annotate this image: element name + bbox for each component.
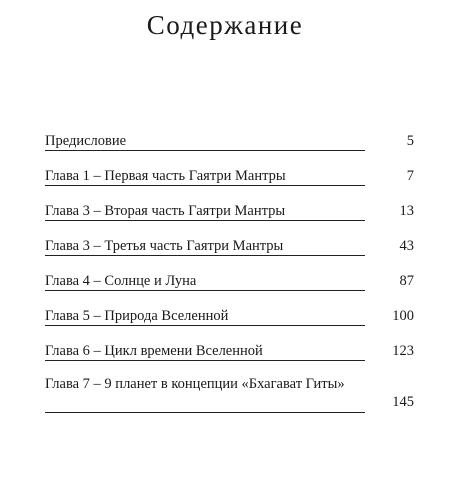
- toc-entry-page-number: 13: [399, 203, 414, 219]
- toc-entry-label: Глава 7 – 9 планет в концепции «Бхагават Гиты»: [45, 376, 345, 392]
- toc-entry-label: Предисловие: [45, 133, 127, 149]
- toc-entry-rule: [45, 150, 365, 151]
- toc-entry-label: Глава 1 – Первая часть Гаятри Мантры: [45, 168, 286, 184]
- toc-entry-rule: [45, 290, 365, 291]
- toc-entry-label: Глава 3 – Третья часть Гаятри Мантры: [45, 238, 284, 254]
- toc-entry-page-number: 100: [392, 308, 414, 324]
- toc-entry-rule: [45, 185, 365, 186]
- toc-entry-rule: [45, 325, 365, 326]
- toc-entry-rule: [45, 360, 365, 361]
- toc-entry-label: Глава 5 – Природа Вселенной: [45, 308, 229, 324]
- toc-entry-page-number: 123: [392, 343, 414, 359]
- toc-entry-page-number: 145: [392, 394, 414, 410]
- toc-entry-label: Глава 6 – Цикл времени Вселенной: [45, 343, 263, 359]
- toc-entry-page-number: 5: [406, 133, 414, 149]
- toc-entry-rule: [45, 220, 365, 221]
- toc-entry-page-number: 7: [406, 168, 414, 184]
- toc-entry-rule: [45, 255, 365, 256]
- toc-entry-page-number: 87: [399, 273, 414, 289]
- toc-entry-rule: [45, 412, 365, 413]
- toc-entry-label: Глава 3 – Вторая часть Гаятри Мантры: [45, 203, 286, 219]
- toc-entry-label: Глава 4 – Солнце и Луна: [45, 273, 197, 289]
- page-title: Содержание: [146, 10, 304, 40]
- toc-entry-page-number: 43: [399, 238, 414, 254]
